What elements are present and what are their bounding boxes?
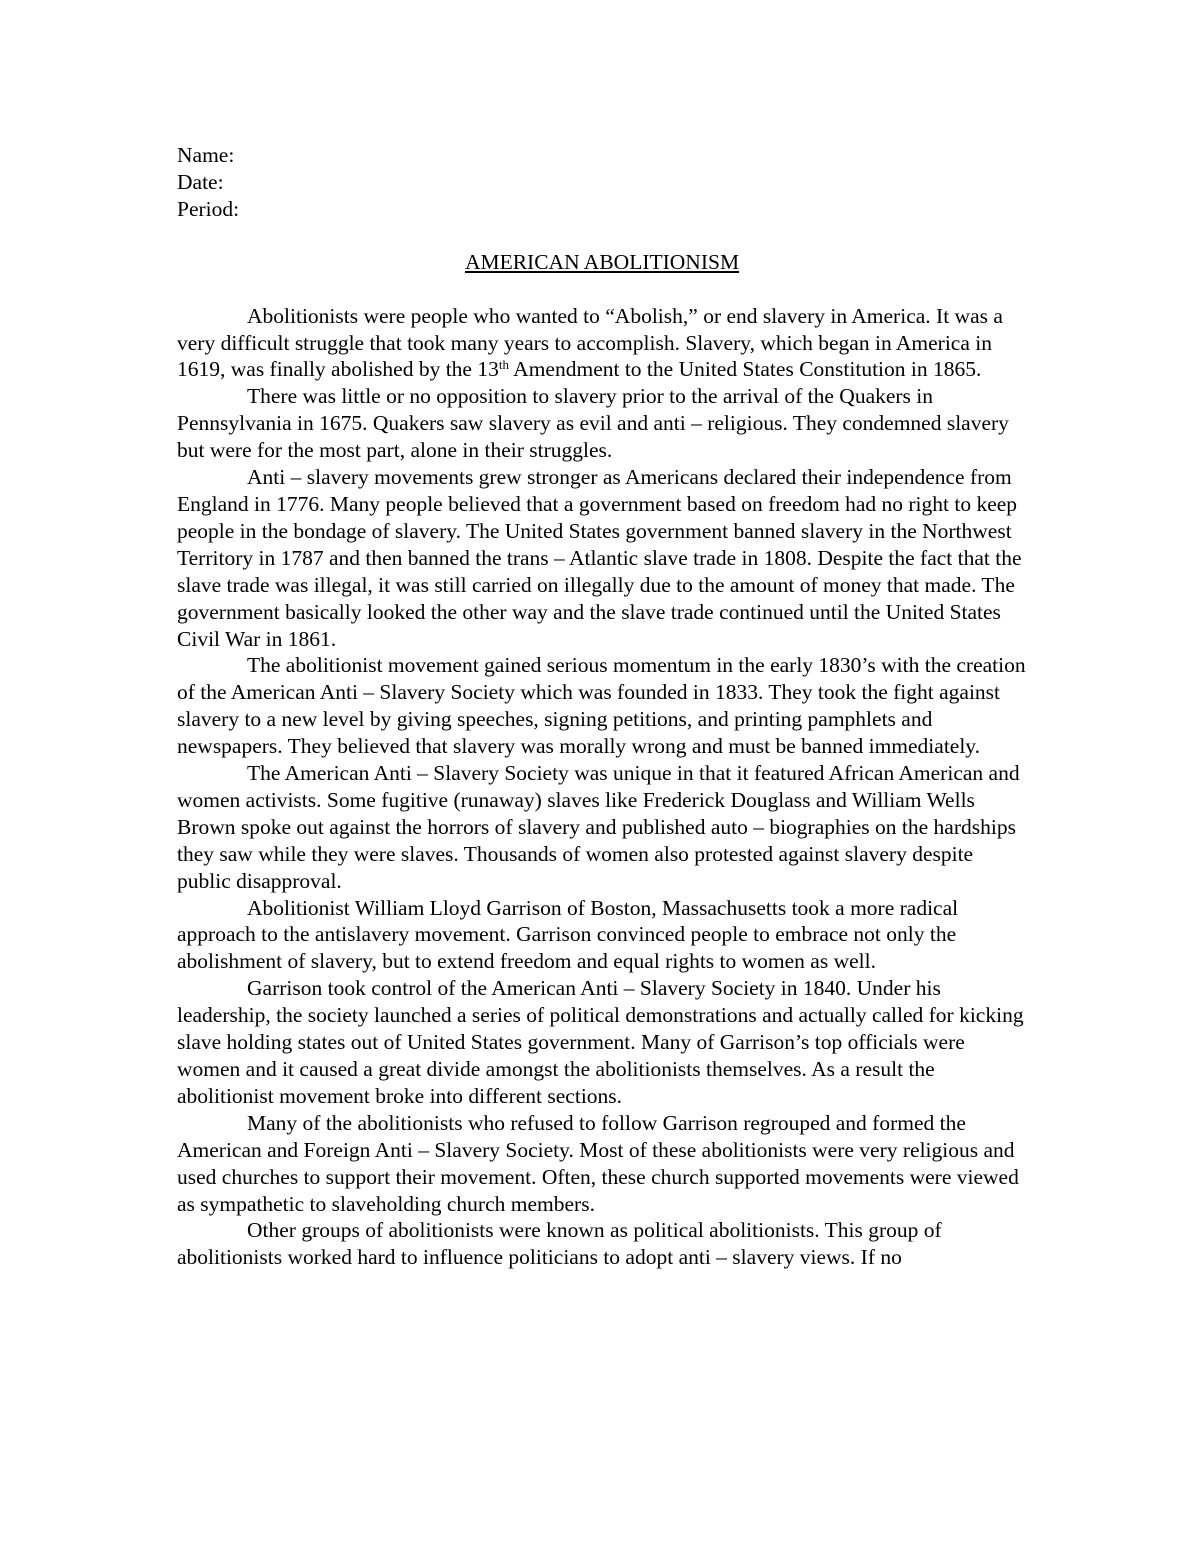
paragraph-1 xyxy=(177,303,1027,384)
date-label: Date: xyxy=(177,169,224,194)
paragraph-8: Many of the abolitionists who refused to follow Garrison regrouped and formed the American and Foreign Anti – Slavery Society. Most of these abolitionists were very religious and used churches to support their movement. Often, these church supported movements were viewed as sympathetic to slaveholding church members. xyxy=(177,1110,1019,1216)
paragraph-4: The abolitionist movement gained serious momentum in the early 1830’s with the creation of the American Anti – Slavery Society which was founded in 1833. They took the fight against slavery to a new level by giving speeches, signing petitions, and printing pamphlets and newspapers. They believed that slavery was morally wrong and must be banned immediately. xyxy=(177,653,1026,759)
student-info-header xyxy=(177,142,1027,223)
paragraph-6: Abolitionist William Lloyd Garrison of Boston, Massachusetts took a more radical approach to the antislavery movement. Garrison convinced people to embrace not only the abolishment of slavery, but to extend freedom and equal rights to women as well. xyxy=(177,895,959,974)
paragraph-3: Anti – slavery movements grew stronger as Americans declared their independence from England in 1776. Many people believed that a government based on freedom had no right to keep people in the bondage of slavery. The United States government banned slavery in the Northwest Territory in 1787 and then banned the trans – Atlantic slave trade in 1808. Despite the fact that the slave trade was illegal, it was still carried on illegally due to the amount of money that made. The government basically looked the other way and the slave trade continued until the United States Civil War in 1861. xyxy=(177,465,1022,651)
paragraph-9: Other groups of abolitionists were known as political abolitionists. This group of abolitionists worked hard to influence politicians to adopt anti – slavery views. If no xyxy=(177,1218,942,1270)
paragraph-1-text-b: Amendment to the United States Constitution in 1865. xyxy=(508,357,982,382)
period-label: Period: xyxy=(177,196,240,221)
document-title: AMERICAN ABOLITIONISM xyxy=(464,249,740,274)
paragraph-2: There was little or no opposition to slavery prior to the arrival of the Quakers in Pennsylvania in 1675. Quakers saw slavery as evil and anti – religious. They condemned slavery but were for the most part, alone in their struggles. xyxy=(177,384,1009,463)
name-label: Name: xyxy=(177,143,235,167)
paragraph-1-text-a: Abolitionists were people who wanted to “Abolish,” or end slavery in America. It was a very difficult struggle that took many years to accomplish. Slavery, which began in America in 1619, was finally abolished by the 13 xyxy=(177,303,1003,382)
document-page xyxy=(177,142,1027,1271)
ordinal-superscript: th xyxy=(498,357,509,373)
paragraph-5: The American Anti – Slavery Society was unique in that it featured African American and women activists. Some fugitive (runaway) slaves like Frederick Douglass and William Wells Brown spoke out against the horrors of slavery and published auto – biographies on the hardships they saw while they were slaves. Thousands of women also protested against slavery despite public disapproval. xyxy=(177,761,1020,893)
paragraph-7: Garrison took control of the American Anti – Slavery Society in 1840. Under his leadership, the society launched a series of political demonstrations and actually called for kicking slave holding states out of United States government. Many of Garrison’s top officials were women and it caused a great divide amongst the abolitionists themselves. As a result the abolitionist movement broke into different sections. xyxy=(177,976,1024,1108)
